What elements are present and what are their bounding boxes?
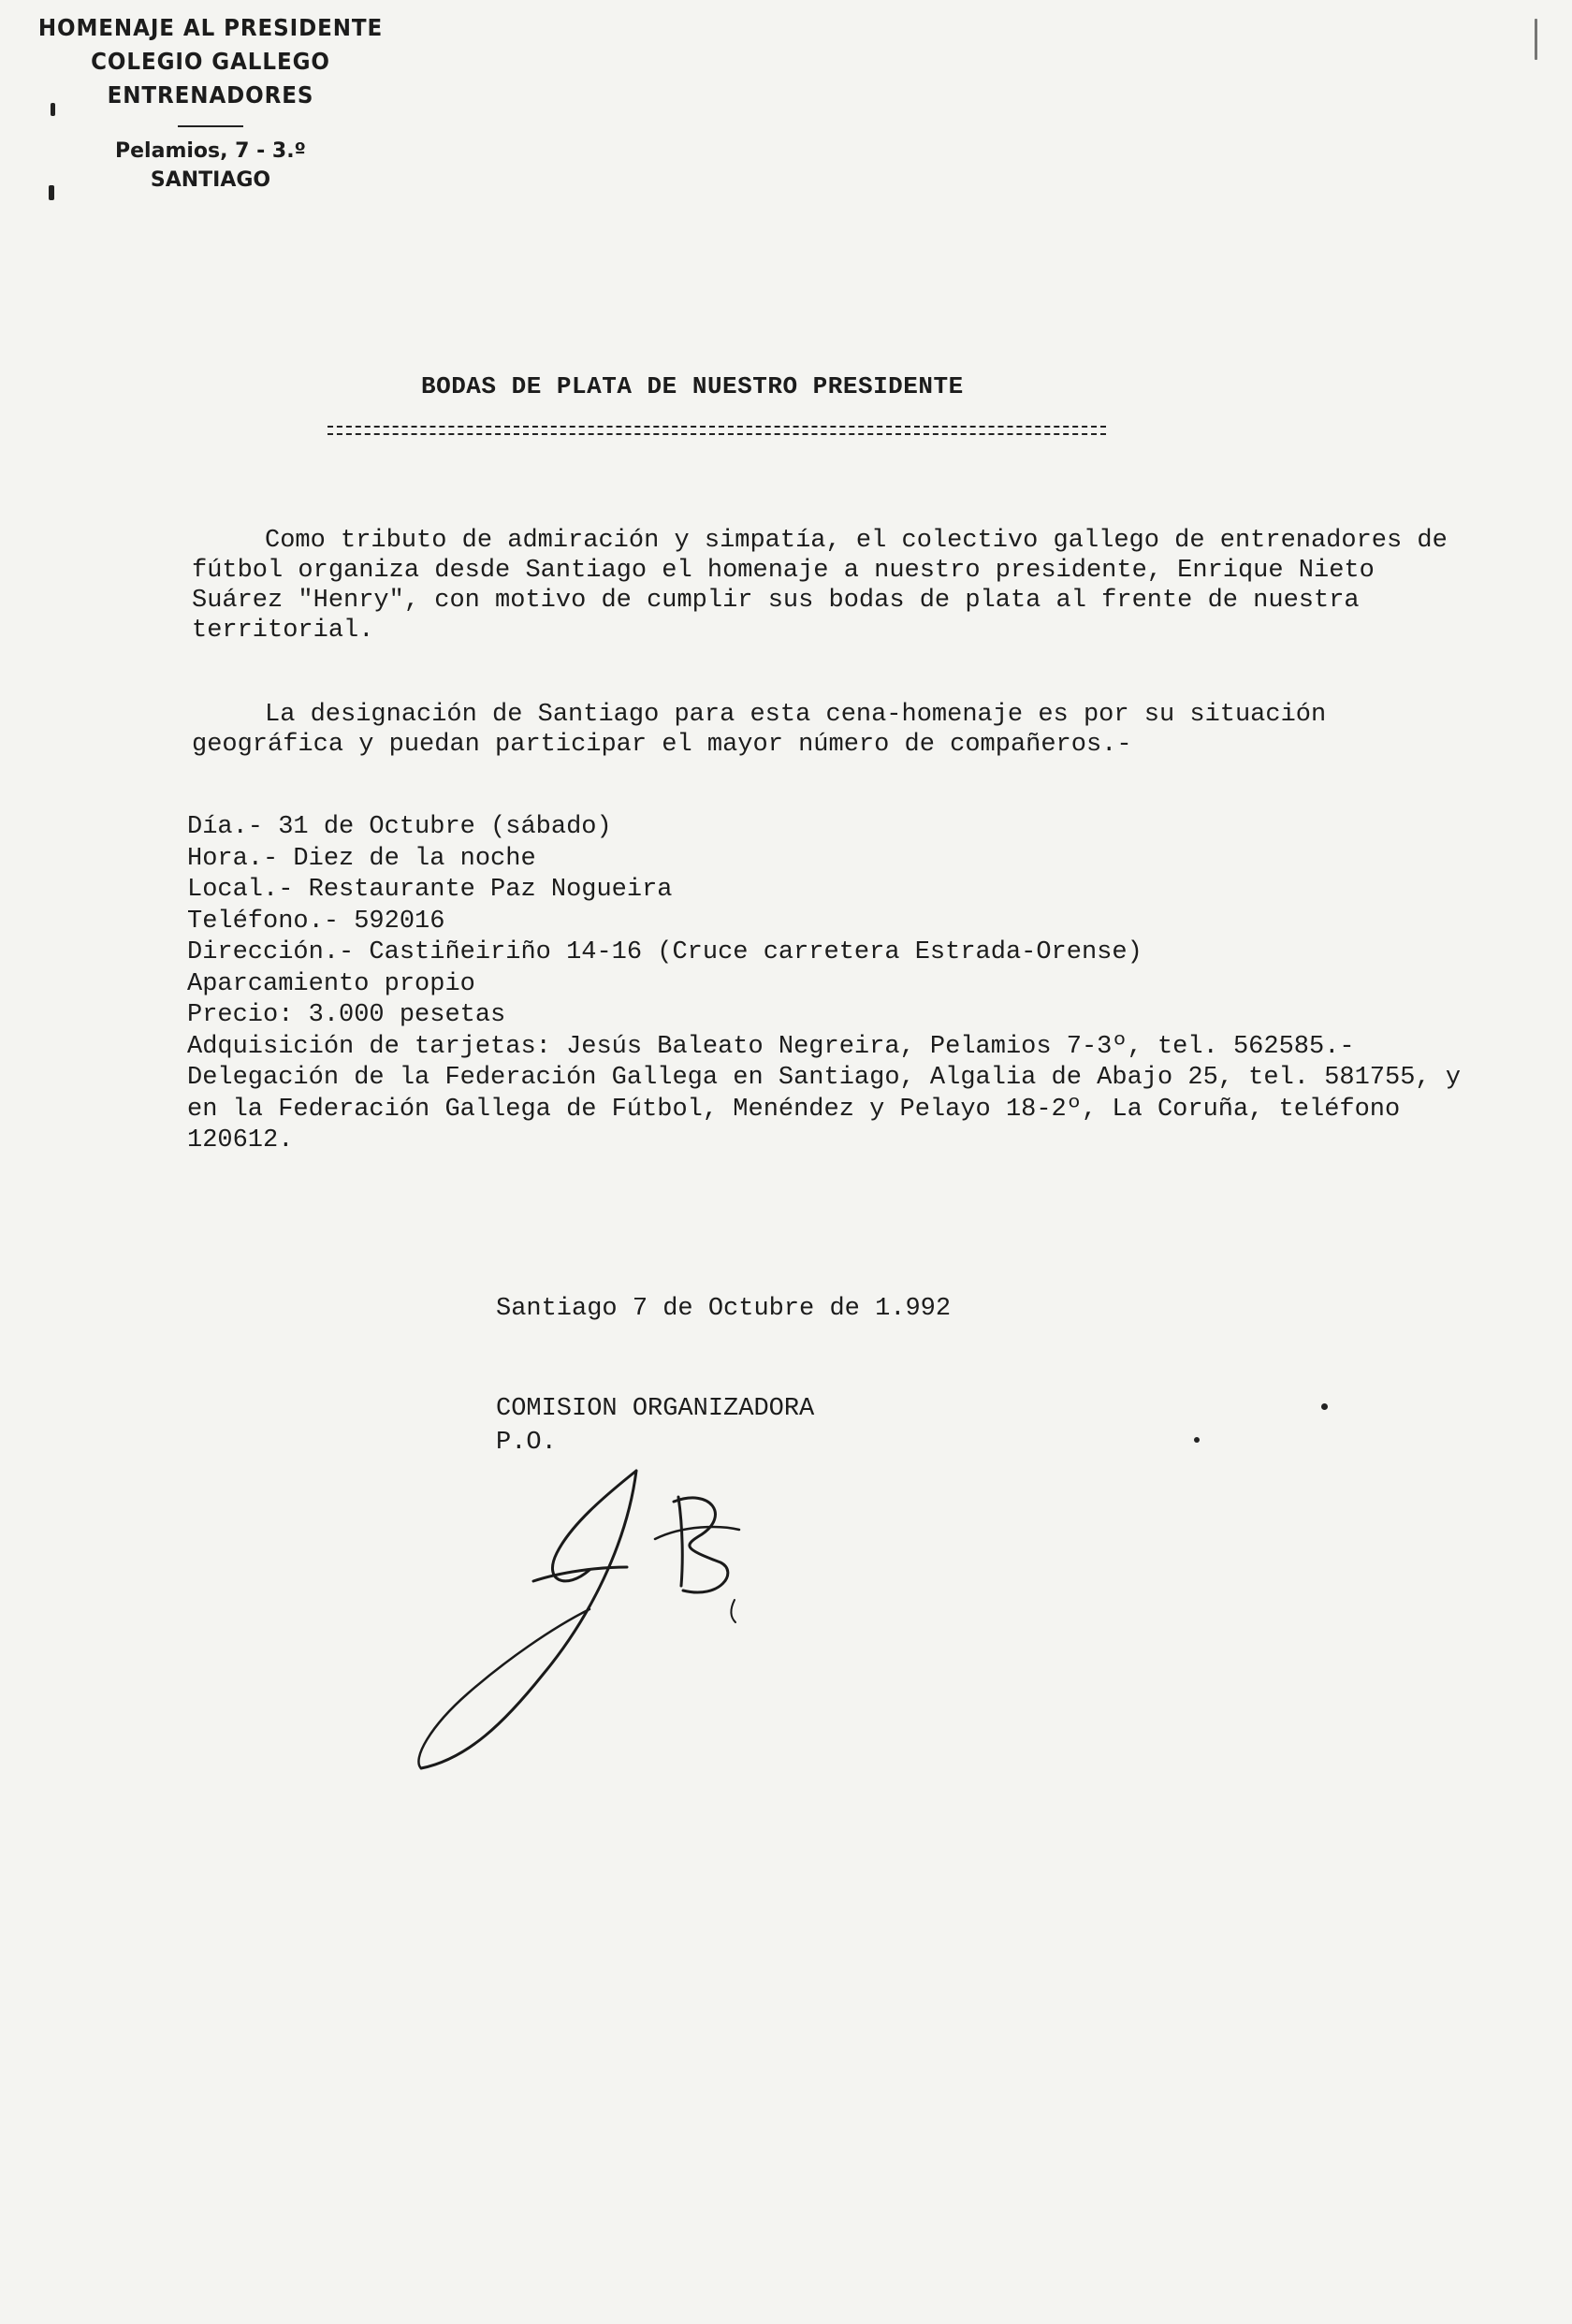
ink-speck (1321, 1403, 1328, 1410)
ink-speck (51, 103, 55, 116)
detail-time: Hora.- Diez de la noche (187, 844, 536, 873)
letterhead-line2: COLEGIO GALLEGO ENTRENADORES (91, 48, 330, 109)
letterhead-rule (178, 125, 243, 127)
letterhead (9, 11, 412, 195)
paragraph-tribute (192, 526, 1464, 646)
ink-speck (1194, 1437, 1200, 1443)
detail-day: Día.- 31 de Octubre (sábado) (187, 813, 612, 841)
event-details (187, 812, 1478, 1157)
paragraph-tribute-text: Como tributo de admiración y simpatía, el colectivo gallego de entrenadores de fútbol organiza desde Santiago el homenaje a nuestro presidente, Enrique Nieto Suárez "Henry", con motivo de cumplir sus bodas de plata al frente de nuestra territorial. (192, 527, 1448, 645)
ink-speck (1535, 19, 1537, 60)
paragraph-location-text: La designación de Santiago para esta cena-homenaje es por su situación geográfica y puedan participar el mayor número de compañeros.- (192, 701, 1327, 759)
committee-name: COMISION ORGANIZADORA (496, 1395, 815, 1423)
signoff-block (496, 1392, 814, 1460)
detail-phone: Teléfono.- 592016 (187, 907, 445, 936)
detail-address: Dirección.- Castiñeiriño 14-16 (Cruce carretera Estrada-Orense) (187, 938, 1143, 966)
handwritten-signature (402, 1460, 758, 1778)
title-underline (328, 426, 1106, 435)
detail-venue: Local.- Restaurante Paz Nogueira (187, 876, 673, 904)
detail-price: Precio: 3.000 pesetas (187, 1001, 506, 1029)
paragraph-location (192, 700, 1464, 760)
detail-parking: Aparcamiento propio (187, 969, 475, 998)
detail-tickets: Adquisición de tarjetas: Jesús Baleato Negreira, Pelamios 7-3º, tel. 562585.- Delegación de la Federación Gallega en Santiago, Algalia de Abajo 25, tel. 581755, y en la Federación Gallega de Fútbol, Menéndez y Pelayo 18-2º, La Coruña, teléfono 120612. (187, 1032, 1462, 1155)
letterhead-line1: HOMENAJE AL PRESIDENTE (37, 14, 384, 41)
document-title: BODAS DE PLATA DE NUESTRO PRESIDENTE (421, 372, 964, 400)
per-order: P.O. (496, 1429, 557, 1457)
letterhead-address: Pelamios, 7 - 3.º (115, 139, 306, 163)
ink-speck (49, 185, 54, 200)
date-line: Santiago 7 de Octubre de 1.992 (496, 1295, 952, 1323)
letterhead-city: SANTIAGO (150, 168, 271, 192)
